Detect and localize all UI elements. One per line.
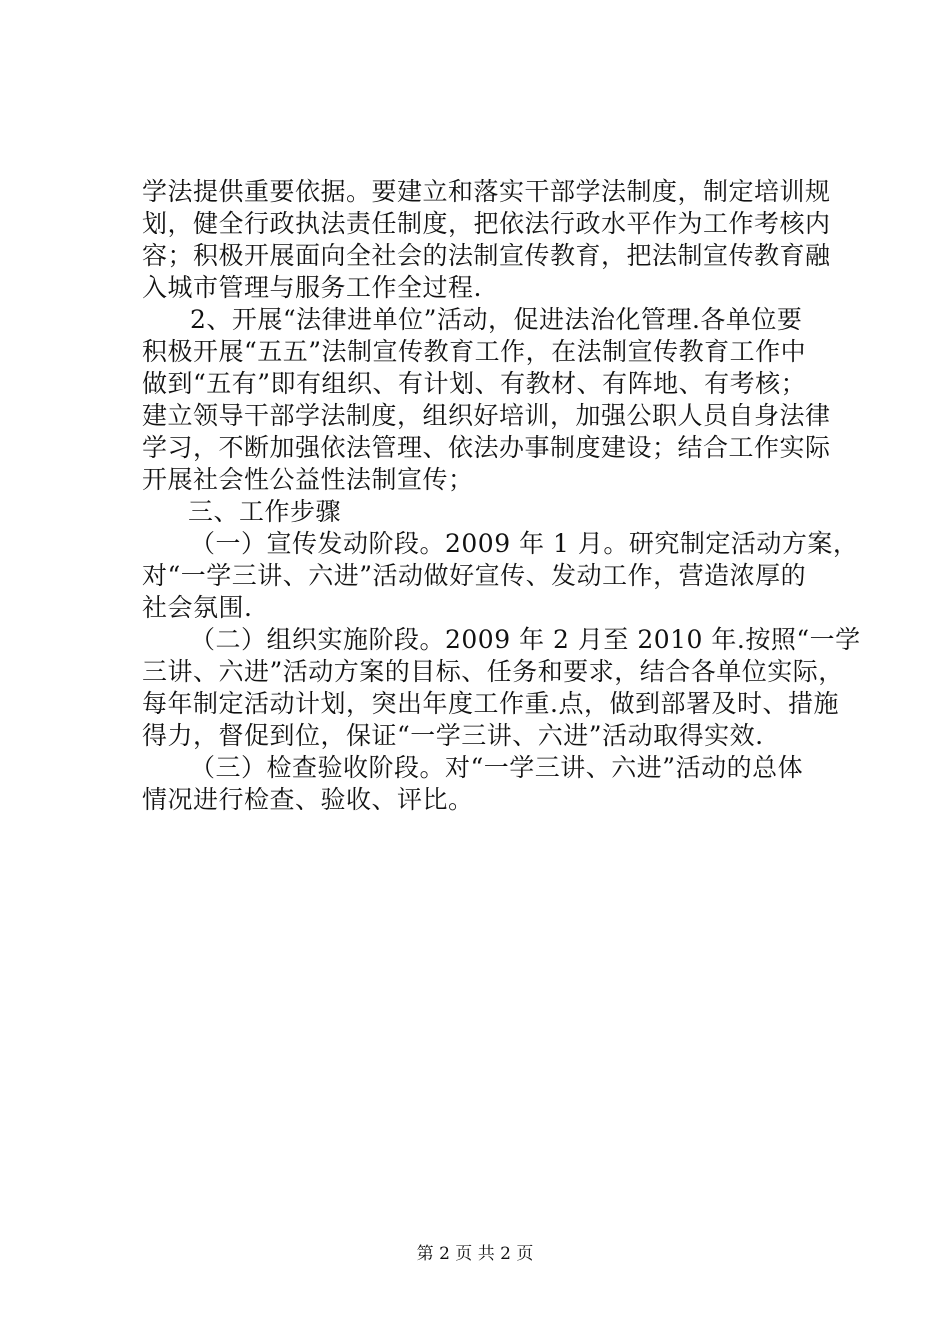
section-heading: 三、工作步骤 (188, 497, 342, 526)
page-number-footer: 第 2 页 共 2 页 (416, 1244, 534, 1264)
paragraph-line: 三讲、六进”活动方案的目标、任务和要求，结合各单位实际， (142, 657, 844, 686)
paragraph-line: （二）组织实施阶段。2009 年 2 月至 2010 年.按照“一学 (190, 625, 861, 654)
paragraph-line: 开展社会性公益性法制宣传； (142, 465, 474, 494)
paragraph-line: 积极开展“五五”法制宣传教育工作，在法制宣传教育工作中 (142, 337, 807, 366)
paragraph-line: 学习，不断加强依法管理、依法办事制度建设；结合工作实际 (142, 433, 831, 462)
paragraph-line: （三）检查验收阶段。对“一学三讲、六进”活动的总体 (190, 753, 804, 782)
paragraph-line: （一）宣传发动阶段。2009 年 1 月。研究制定活动方案， (190, 529, 859, 558)
document-body (142, 176, 861, 816)
paragraph-line: 情况进行检查、验收、评比。 (142, 785, 474, 814)
paragraph-line: 划，健全行政执法责任制度，把依法行政水平作为工作考核内 (142, 209, 831, 238)
paragraph-line: 做到“五有”即有组织、有计划、有教材、有阵地、有考核； (142, 369, 807, 398)
paragraph-line: 学法提供重要依据。要建立和落实干部学法制度，制定培训规 (142, 177, 831, 206)
paragraph-line: 2、开展“法律进单位”活动，促进法治化管理.各单位要 (190, 305, 803, 334)
paragraph-line: 对“一学三讲、六进”活动做好宣传、发动工作，营造浓厚的 (142, 561, 807, 590)
paragraph-line: 建立领导干部学法制度，组织好培训，加强公职人员自身法律 (142, 401, 831, 430)
paragraph-line: 每年制定活动计划，突出年度工作重.点，做到部署及时、措施 (142, 689, 839, 718)
paragraph-line: 入城市管理与服务工作全过程. (142, 273, 482, 302)
paragraph-line: 社会氛围. (142, 593, 253, 622)
paragraph-line: 得力，督促到位，保证“一学三讲、六进”活动取得实效. (142, 721, 764, 750)
paragraph-line: 容；积极开展面向全社会的法制宣传教育，把法制宣传教育融 (142, 241, 831, 270)
